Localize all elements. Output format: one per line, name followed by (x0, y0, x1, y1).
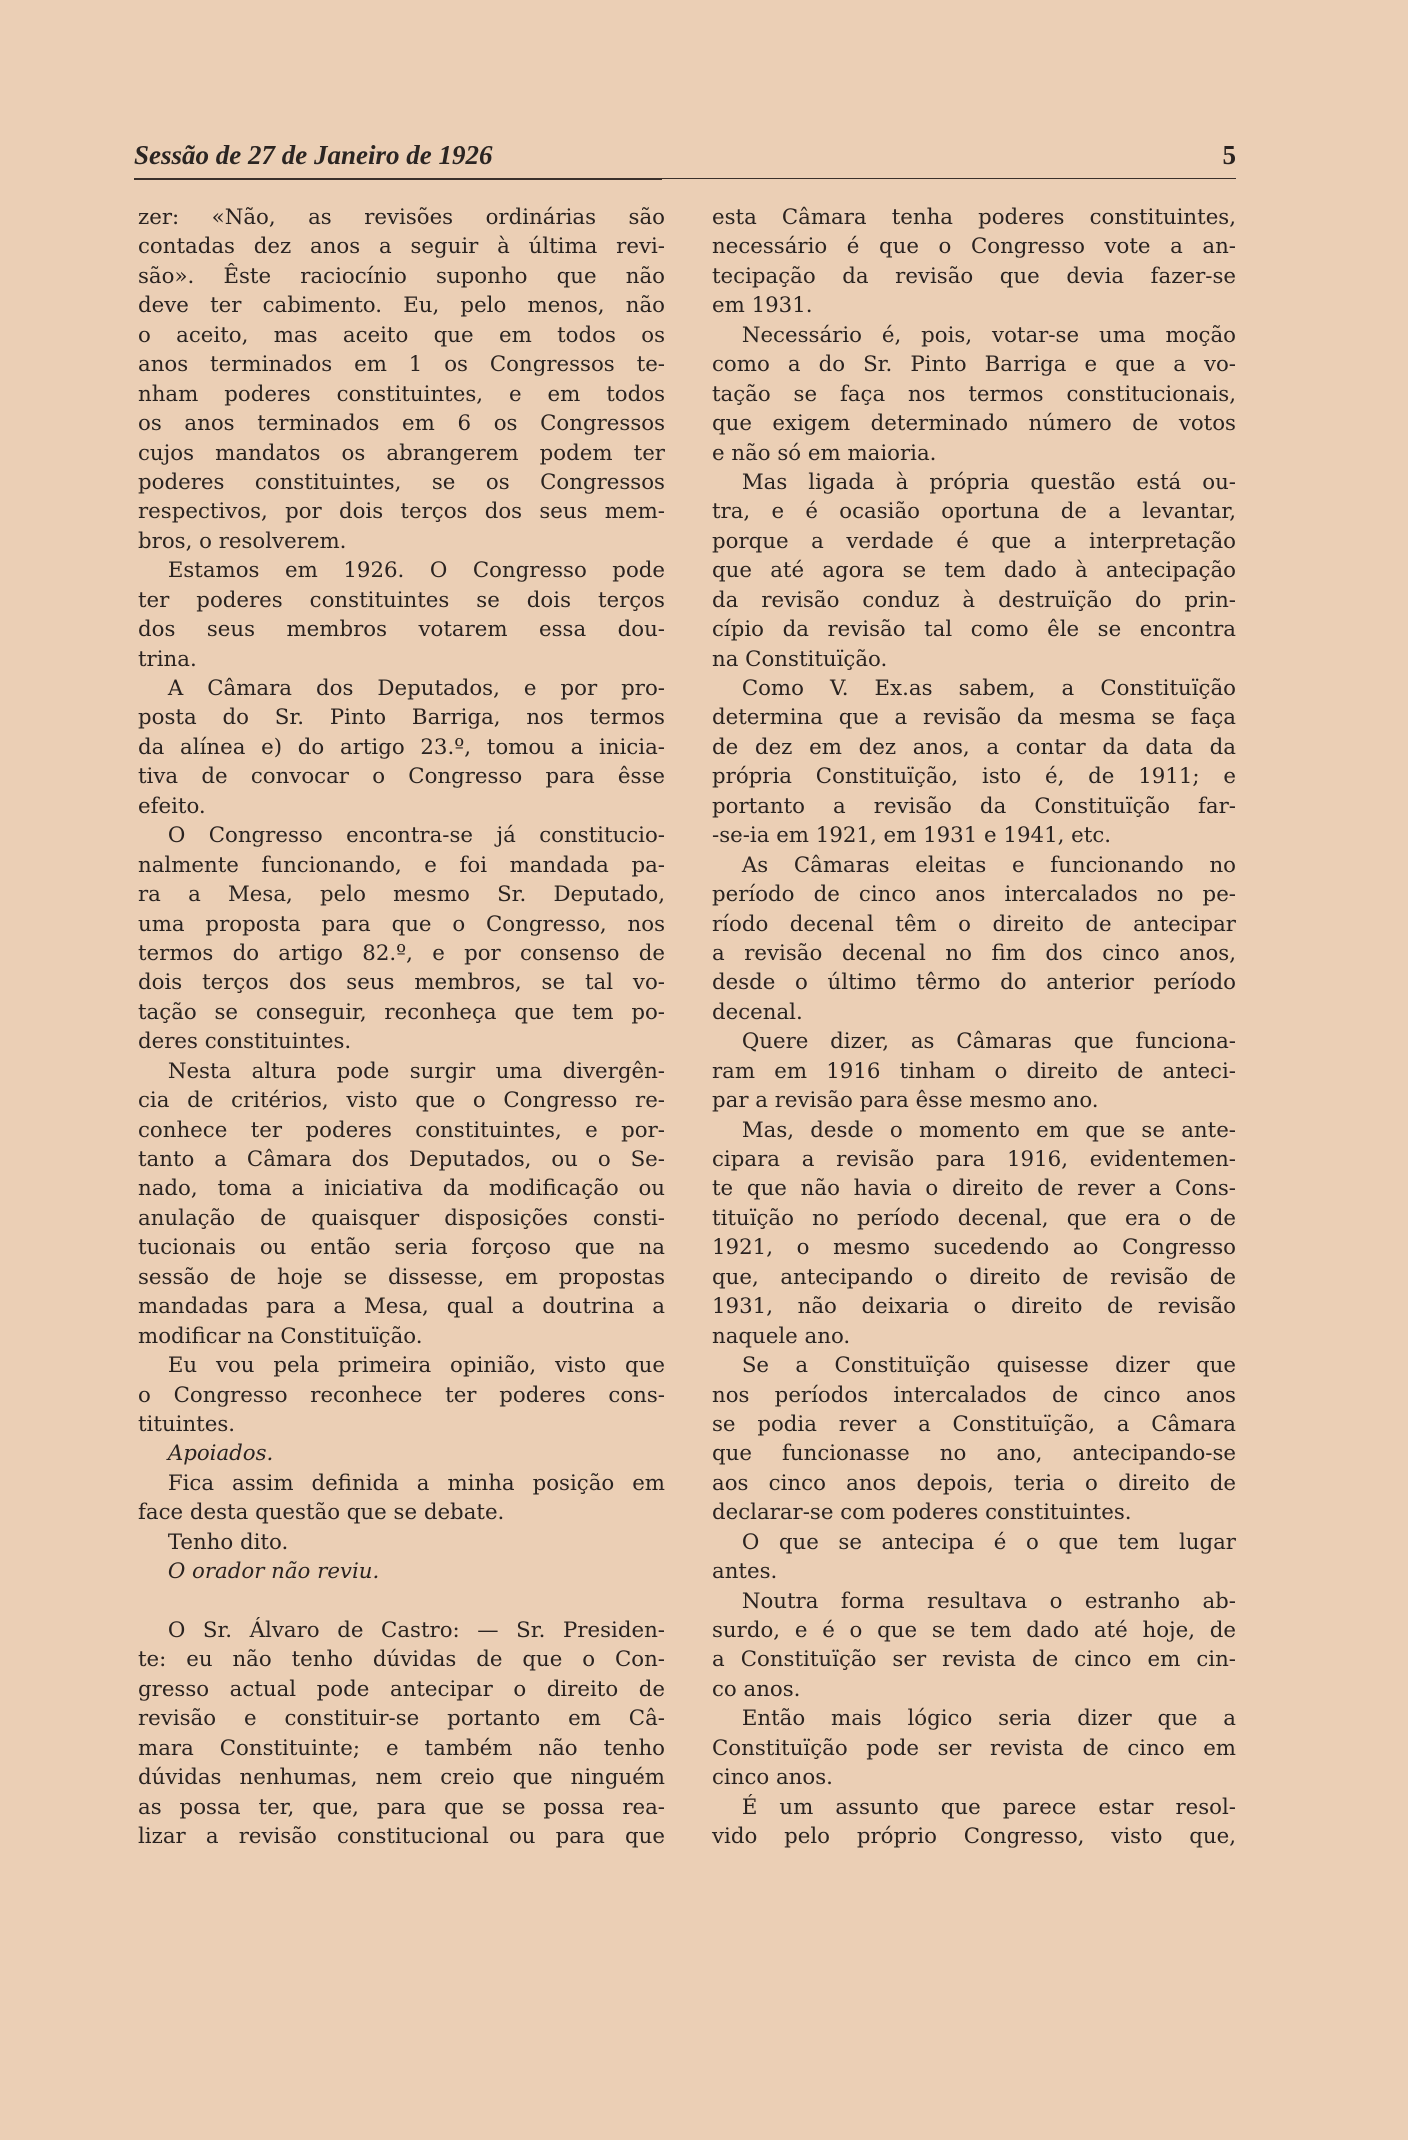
text-line: Necessário é, pois, votar-se uma moção (741, 322, 1236, 348)
text-line: termos do artigo 82.º, e por consenso de (138, 940, 665, 966)
text-line: dois terços dos seus membros, se tal vo- (138, 970, 665, 996)
text-line: bros, o resolverem. (138, 528, 347, 554)
text-line: em 1931. (712, 293, 813, 319)
text-line: Quere dizer, as Câmaras que funciona- (741, 1029, 1236, 1055)
text-line: nado, toma a iniciativa da modificação ou (138, 1176, 665, 1202)
text-line: tação se faça nos termos constitucionais, (712, 381, 1236, 407)
text-line: zer: «Não, as revisões ordinárias são (138, 205, 665, 230)
text-line: cipara a revisão para 1916, evidentemen- (712, 1147, 1236, 1172)
text-line: portanto a revisão da Constituïção far- (712, 793, 1236, 819)
text-line: porque a verdade é que a interpretação (712, 528, 1236, 554)
text-line: Como V. Ex.as sabem, a Constituïção (741, 676, 1236, 701)
text-line: o aceito, mas aceito que em todos os (138, 322, 665, 348)
text-line: e não só em maioria. (712, 440, 937, 466)
text-line: o Congresso reconhece ter poderes cons- (138, 1382, 665, 1408)
text-line: são». Êste raciocínio suponho que não (138, 263, 665, 289)
text-line: 1931, não deixaria o direito de revisão (712, 1294, 1236, 1320)
text-line: ram em 1916 tinham o direito de anteci- (712, 1058, 1236, 1084)
text-line: par a revisão para êsse mesmo ano. (712, 1088, 1099, 1114)
text-line: 1921, o mesmo sucedendo ao Congresso (712, 1235, 1236, 1261)
text-line: É um assunto que parece estar resol- (741, 1794, 1236, 1820)
header-rule-left (134, 178, 662, 180)
text-line: respectivos, por dois terços dos seus mem- (138, 499, 665, 525)
text-line: tituintes. (138, 1411, 236, 1437)
text-line: dúvidas nenhumas, nem creio que ninguém (138, 1765, 665, 1791)
speaker-line: O Sr. Álvaro de Castro: — Sr. Presiden- (167, 1618, 665, 1643)
text-line: -se-ia em 1921, em 1931 e 1941, etc. (712, 823, 1112, 849)
right-column (712, 203, 1236, 1852)
text-line: tanto a Câmara dos Deputados, ou o Se- (138, 1147, 665, 1172)
text-line: ra a Mesa, pelo mesmo Sr. Deputado, (138, 882, 665, 908)
text-line: uma proposta para que o Congresso, nos (138, 911, 665, 937)
text-line: posta do Sr. Pinto Barriga, nos termos (138, 705, 665, 731)
text-line: antes. (712, 1559, 778, 1585)
session-title: Sessão de 27 de Janeiro de 1926 (134, 140, 493, 170)
text-line: desde o último têrmo do anterior período (712, 970, 1236, 996)
text-line: naquele ano. (712, 1323, 851, 1349)
text-line: tucionais ou então seria forçoso que na (138, 1235, 665, 1261)
text-line: poderes constituintes, se os Congressos (138, 469, 665, 495)
text-line: Mas ligada à própria questão está ou- (741, 469, 1236, 495)
text-line: revisão e constituir-se portanto em Câ- (138, 1706, 665, 1732)
text-line: Apoiados. (167, 1441, 274, 1467)
text-line: as possa ter, que, para que se possa rea- (138, 1794, 665, 1820)
text-line: Tenho dito. (167, 1529, 289, 1555)
page-header (134, 140, 1236, 176)
text-line: O que se antecipa é o que tem lugar (741, 1529, 1236, 1555)
text-line: tecipação da revisão que devia fazer-se (712, 263, 1236, 289)
text-line: se podia rever a Constituïção, a Câmara (712, 1411, 1236, 1437)
text-line: que funcionasse no ano, antecipando-se (712, 1441, 1236, 1467)
text-line: ter poderes constituintes se dois terços (138, 587, 665, 613)
text-line: As Câmaras eleitas e funcionando no (741, 852, 1236, 878)
text-line: nalmente funcionando, e foi mandada pa- (138, 852, 665, 878)
text-line: que até agora se tem dado à antecipação (712, 558, 1236, 584)
page-number: 5 (1222, 140, 1236, 170)
paragraph-gap (138, 1587, 665, 1616)
text-line: Se a Constituïção quisesse dizer que (741, 1353, 1236, 1379)
text-line: nos períodos intercalados de cinco anos (712, 1382, 1236, 1408)
text-line: ríodo decenal têm o direito de antecipar (712, 911, 1236, 937)
text-line: a Constituïção ser revista de cinco em cin- (712, 1647, 1236, 1673)
text-line: Mas, desde o momento em que se ante- (741, 1117, 1236, 1143)
text-line: da alínea e) do artigo 23.º, tomou a inicia- (138, 734, 665, 760)
text-line: necessário é que o Congresso vote a an- (712, 234, 1236, 260)
text-line: tituïção no período decenal, que era o de (712, 1205, 1236, 1231)
text-line: vido pelo próprio Congresso, visto que, (712, 1824, 1236, 1850)
text-line: sessão de hoje se dissesse, em propostas (138, 1264, 665, 1290)
text-line: Nesta altura pode surgir uma divergên- (167, 1058, 665, 1084)
text-line: da revisão conduz à destruïção do prin- (712, 587, 1236, 613)
text-line: decenal. (712, 999, 803, 1025)
text-line: trina. (138, 646, 197, 672)
left-column (138, 203, 665, 1852)
text-line: te: eu não tenho dúvidas de que o Con- (138, 1647, 665, 1673)
text-line: A Câmara dos Deputados, e por pro- (167, 676, 665, 701)
text-line: O Congresso encontra-se já constitucio- (167, 823, 665, 849)
text-line: Então mais lógico seria dizer que a (741, 1706, 1236, 1732)
text-line: efeito. (138, 793, 206, 819)
text-line: O orador não reviu. (167, 1559, 380, 1585)
text-line: Estamos em 1926. O Congresso pode (167, 558, 665, 584)
text-line: tiva de convocar o Congresso para êsse (138, 764, 665, 790)
text-line: Constituïção pode ser revista de cinco em (712, 1735, 1236, 1761)
text-line: Fica assim definida a minha posição em (167, 1470, 665, 1496)
text-line: contadas dez anos a seguir à última revi- (138, 234, 665, 260)
text-line: de dez em dez anos, a contar da data da (712, 734, 1236, 760)
text-line: surdo, e é o que se tem dado até hoje, de (712, 1618, 1236, 1643)
text-line: deve ter cabimento. Eu, pelo menos, não (138, 293, 665, 319)
text-line: mandadas para a Mesa, qual a doutrina a (138, 1294, 665, 1320)
text-line: cinco anos. (712, 1765, 833, 1791)
text-line: lizar a revisão constitucional ou para que (138, 1824, 665, 1850)
text-line: que exigem determinado número de votos (712, 411, 1236, 437)
text-line: própria Constituïção, isto é, de 1911; e (712, 764, 1236, 790)
text-line: declarar-se com poderes constituintes. (712, 1500, 1132, 1526)
text-line: aos cinco anos depois, teria o direito de (712, 1470, 1236, 1496)
text-line: cípio da revisão tal como êle se encontra (712, 617, 1236, 643)
text-line: determina que a revisão da mesma se faça (712, 705, 1236, 731)
text-line: na Constituïção. (712, 646, 888, 672)
text-line: conhece ter poderes constituintes, e por- (138, 1117, 665, 1143)
text-line: a revisão decenal no fim dos cinco anos, (712, 940, 1236, 966)
text-line: mara Constituinte; e também não tenho (138, 1735, 665, 1761)
text-line: os anos terminados em 6 os Congressos (138, 411, 665, 437)
text-line: cujos mandatos os abrangerem podem ter (138, 440, 665, 466)
text-line: tação se conseguir, reconheça que tem po- (138, 999, 665, 1025)
text-line: dos seus membros votarem essa dou- (138, 617, 665, 643)
text-line: cia de critérios, visto que o Congresso re- (138, 1088, 665, 1114)
text-line: co anos. (712, 1676, 801, 1702)
text-line: te que não havia o direito de rever a Cons- (712, 1176, 1236, 1202)
text-line: Eu vou pela primeira opinião, visto que (167, 1353, 665, 1379)
text-line: tra, e é ocasião oportuna de a levantar, (712, 499, 1236, 525)
text-line: como a do Sr. Pinto Barriga e que a vo- (712, 352, 1236, 378)
text-line: Noutra forma resultava o estranho ab- (741, 1588, 1236, 1614)
text-line: modificar na Constituïção. (138, 1323, 423, 1349)
text-line: anulação de quaisquer disposições consti- (138, 1205, 665, 1231)
text-line: esta Câmara tenha poderes constituintes, (712, 205, 1236, 230)
text-line: face desta questão que se debate. (138, 1500, 505, 1526)
text-line: deres constituintes. (138, 1029, 352, 1055)
header-rule-right (662, 178, 1236, 179)
text-line: nham poderes constituintes, e em todos (138, 381, 665, 407)
text-line: que, antecipando o direito de revisão de (712, 1264, 1236, 1290)
text-line: gresso actual pode antecipar o direito de (138, 1676, 665, 1702)
text-line: anos terminados em 1 os Congressos te- (138, 352, 665, 378)
text-line: período de cinco anos intercalados no pe- (712, 882, 1236, 908)
